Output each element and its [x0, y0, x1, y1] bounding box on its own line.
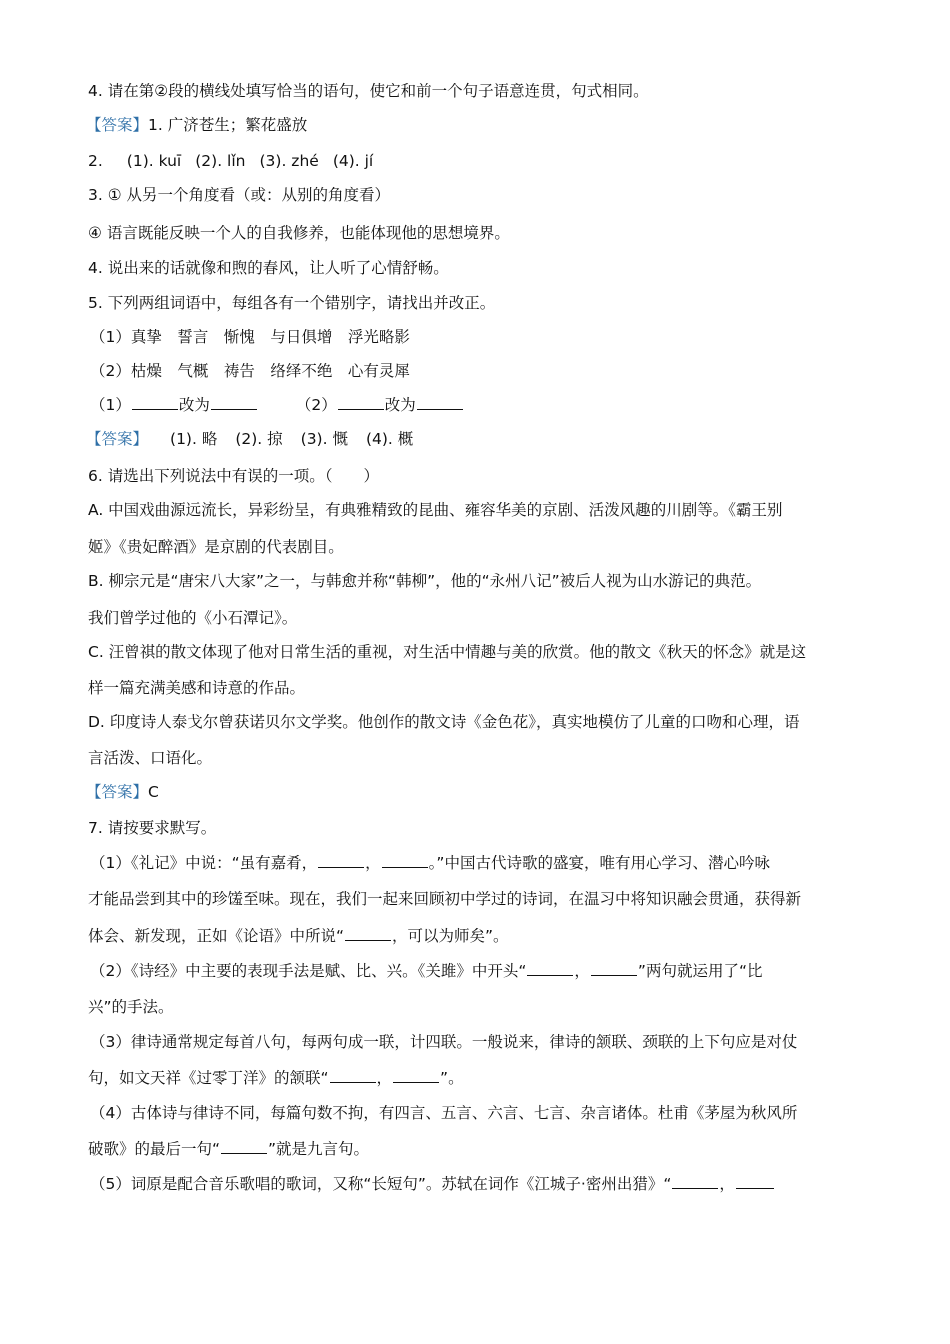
- q7-s3-line-2: 句，如文天祥《过零丁洋》的颔联“ ， ”。: [88, 1069, 464, 1087]
- q6-question: 6. 请选出下列说法中有误的一项。（ ）: [88, 467, 379, 485]
- answer-item-4: (4). jí: [332, 152, 374, 170]
- q6-option-b-line-2: 我们曾学过他的《小石潭记》。: [88, 609, 298, 627]
- q7-s1-line-2: 才能品尝到其中的珍馐至味。现在，我们一起来回顾初中学过的诗词，在温习中将知识融会贯通，获得新: [88, 890, 802, 908]
- answer-tag: 【答案】: [86, 430, 149, 448]
- q6-answer: 【答案】C: [86, 783, 159, 801]
- q6-option-c-line-1: C. 汪曾祺的散文体现了他对日常生活的重视，对生活中情趣与美的欣赏。他的散文《秋天的怀念》就是这: [88, 643, 807, 661]
- q4-answer-line-5: 4. 说出来的话就像和煦的春风，让人听了心情舒畅。: [88, 259, 449, 277]
- fill-blank[interactable]: [736, 1174, 774, 1189]
- fill-blank[interactable]: [417, 395, 463, 410]
- q7-s4-line-1: （4）古体诗与律诗不同，每篇句数不拘，有四言、五言、六言、七言、杂言诸体。杜甫《茅屋为秋风所: [90, 1104, 798, 1122]
- q4-answer-line-2: [88, 151, 373, 171]
- answer-tag: 【答案】: [86, 116, 149, 134]
- answer-number: 2.: [88, 152, 103, 170]
- q4-answer-line-4: ④ 语言既能反映一个人的自我修养，也能体现他的思想境界。: [88, 224, 510, 242]
- q7-s5-line-1: （5）词原是配合音乐歌唱的歌词，又称“长短句”。苏轼在词作《江城子·密州出猎》“ ，: [90, 1174, 775, 1194]
- fill-blank[interactable]: [672, 1174, 718, 1189]
- answer-tag: 【答案】: [86, 783, 149, 801]
- answer-text: 1. 广济苍生；繁花盛放: [148, 116, 308, 134]
- q7-s4-line-2: 破歌》的最后一句“ ”就是九言句。: [88, 1140, 370, 1158]
- q6-option-d-line-2: 言活泼、口语化。: [88, 749, 213, 767]
- q7-s2-line-2: 兴”的手法。: [88, 998, 174, 1016]
- q6-option-a-line-2: 姬》《贵妃醉酒》是京剧的代表剧目。: [88, 538, 344, 556]
- q5-group-2: （2）枯燥 气概 祷告 络绎不绝 心有灵犀: [90, 362, 410, 380]
- q6-option-d-line-1: D. 印度诗人泰戈尔曾获诺贝尔文学奖。他创作的散文诗《金色花》，真实地模仿了儿童的口吻和心理，语: [88, 713, 800, 731]
- fill-blank[interactable]: [221, 1139, 267, 1154]
- q6-option-c-line-2: 样一篇充满美感和诗意的作品。: [88, 679, 306, 697]
- fill-blank[interactable]: [132, 395, 178, 410]
- fill-blank[interactable]: [382, 853, 428, 868]
- fill-blank[interactable]: [338, 395, 384, 410]
- fill-blank[interactable]: [345, 926, 391, 941]
- q7-s3-line-1: （3）律诗通常规定每首八句，每两句成一联，计四联。一般说来，律诗的颔联、颈联的上下句应是对仗: [90, 1033, 798, 1051]
- q5-answer: 【答案】 (1). 略 (2). 掠 (3). 慨 (4). 概: [86, 430, 414, 448]
- fill-blank[interactable]: [211, 395, 257, 410]
- q4-question: 4. 请在第②段的横线处填写恰当的语句，使它和前一个句子语意连贯，句式相同。: [88, 82, 649, 100]
- q4-answer-line-3: 3. ① 从另一个角度看（或：从别的角度看）: [88, 186, 391, 204]
- fill-blank[interactable]: [393, 1068, 439, 1083]
- q7-s1-line-1: （1）《礼记》中说：“虽有嘉肴， ， 。”中国古代诗歌的盛宴，唯有用心学习、潜心吟咏: [90, 854, 770, 872]
- fill-blank[interactable]: [318, 853, 364, 868]
- q4-answer-line-1: [86, 115, 307, 135]
- q7-question: 7. 请按要求默写。: [88, 819, 217, 837]
- q5-fill-line: （1） 改为 （2） 改为: [90, 395, 464, 415]
- q6-option-b-line-1: B. 柳宗元是“唐宋八大家”之一，与韩愈并称“韩柳”，他的“永州八记”被后人视为山水游记的典范。: [88, 572, 762, 590]
- fill-blank[interactable]: [591, 961, 637, 976]
- fill-blank[interactable]: [330, 1068, 376, 1083]
- answer-item-3: (3). zhé: [259, 152, 319, 170]
- answer-item-2: (2). lǐn: [195, 152, 246, 170]
- q6-option-a-line-1: A. 中国戏曲源远流长，异彩纷呈，有典雅精致的昆曲、雍容华美的京剧、活泼风趣的川剧等。《霸王别: [88, 501, 783, 519]
- fill-blank[interactable]: [527, 961, 573, 976]
- q7-s2-line-1: （2）《诗经》中主要的表现手法是赋、比、兴。《关雎》中开头“ ， ”两句就运用了“比: [90, 962, 763, 980]
- answer-item-1: (1). kuī: [126, 152, 182, 170]
- q7-s1-line-3: 体会、新发现，正如《论语》中所说“ ，可以为师矣”。: [88, 927, 509, 945]
- q5-group-1: （1）真挚 誓言 惭愧 与日俱增 浮光略影: [90, 328, 410, 346]
- q5-question: 5. 下列两组词语中，每组各有一个错别字，请找出并改正。: [88, 294, 496, 312]
